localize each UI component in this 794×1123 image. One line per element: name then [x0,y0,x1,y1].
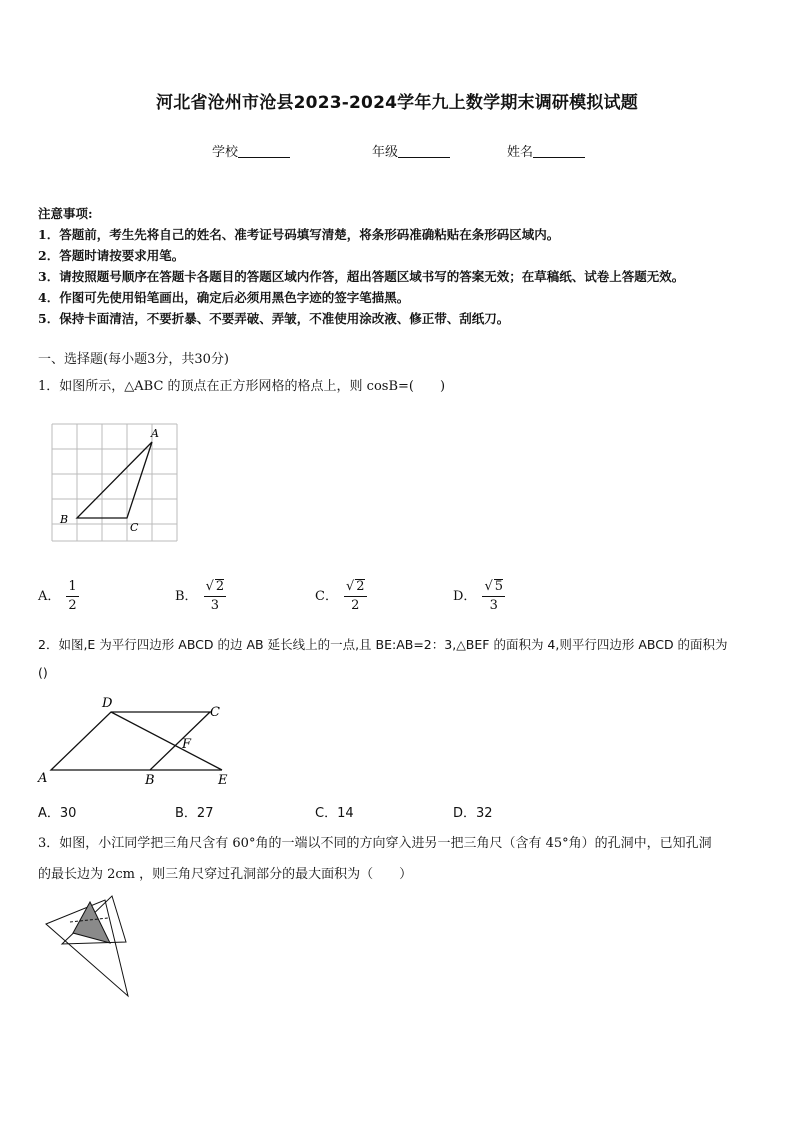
label-f: F [182,737,192,752]
label-b: B [60,513,69,526]
note-item: 1．答题前，考生先将自己的姓名、准考证号码填写清楚，将条形码准确粘贴在条形码区域内。 [38,227,560,242]
school-field[interactable] [212,141,290,160]
numerator: 1 [66,578,78,597]
label-c: C [130,521,139,534]
grid-lines [52,424,177,541]
note-item: 2．答题时请按要求用笔。 [38,248,185,263]
question-3-text: 3．如图，小江同学把三角尺含有 60°角的一端以不同的方向穿入进另一把三角尺（含有 45°角）的孔洞中，已知孔洞 [38,836,712,851]
note-item: 3．请按照题号顺序在答题卡各题目的答题区域内作答，超出答题区域书写的答案无效；在草稿纸、试卷上答题无效。 [38,269,685,284]
name-blank[interactable] [533,144,585,158]
label-a: A [38,771,48,786]
label-c: C [210,705,220,720]
section-heading: 一、选择题(每小题3分，共30分) [38,352,229,367]
note-item: 4．作图可先使用铅笔画出，确定后必须用黑色字迹的签字笔描黑。 [38,290,410,305]
name-field[interactable] [507,141,585,160]
fraction [204,578,227,615]
note-item: 5．保持卡面清洁，不要折暴、不要弄破、弄皱，不准使用涂改液、修正带、刮纸刀。 [38,311,510,326]
school-blank[interactable] [238,144,290,158]
hole-overlap-region [73,902,110,943]
option-letter: D． [453,589,477,604]
q1-option-d[interactable] [453,578,505,615]
name-label: 姓名 [507,145,534,160]
radicand: 2 [215,579,225,594]
numerator: √ 2 [204,578,227,597]
question-2-text-cont: () [38,665,48,680]
notes-heading: 注意事项: [38,206,93,221]
q2-option-c[interactable]: C．14 [315,806,354,821]
q1-option-a[interactable] [38,578,79,615]
label-a: A [151,427,159,440]
question-1-grid-figure [48,420,188,545]
page-title: 河北省沧州市沧县2023-2024学年九上数学期末调研模拟试题 [156,93,638,113]
q1-option-c[interactable] [315,578,367,615]
denominator: 2 [351,598,360,613]
grade-field[interactable] [372,141,450,160]
triangle-abc [77,442,152,518]
question-3-triangle-rulers-figure [40,888,140,1003]
q2-option-a[interactable]: A．30 [38,806,77,821]
denominator: 3 [489,598,498,613]
fraction [482,578,505,615]
denominator: 2 [68,598,77,613]
radicand: 2 [356,579,365,594]
option-letter: C． [315,589,338,604]
option-letter: B． [175,589,198,604]
numerator: √ 5 [482,578,505,597]
grade-label: 年级 [372,145,399,160]
label-d: D [102,696,113,711]
fraction [66,578,78,615]
question-2-text: 2．如图,E 为平行四边形 ABCD 的边 AB 延长线上的一点,且 BE:AB=2：3,△BEF 的面积为 4,则平行四边形 ABCD 的面积为 [38,637,728,652]
question-3-text-cont: 的最长边为 2cm ，则三角尺穿过孔洞部分的最大面积为（ ） [38,867,413,882]
q1-option-b[interactable] [175,578,226,615]
segment-de [111,712,222,770]
question-2-parallelogram-figure [36,692,268,792]
q2-option-d[interactable]: D．32 [453,806,493,821]
question-1-text: 1．如图所示，△ABC 的顶点在正方形网格的格点上，则 cosB=( ) [38,379,446,394]
denominator: 3 [210,598,219,613]
option-letter: A． [38,589,61,604]
school-label: 学校 [212,145,239,160]
radicand: 5 [494,579,504,594]
numerator: √ 2 [344,578,367,597]
grade-blank[interactable] [398,144,450,158]
label-b: B [145,773,155,788]
q2-option-b[interactable]: B．27 [175,806,214,821]
fraction [344,578,367,615]
label-e: E [218,773,228,788]
